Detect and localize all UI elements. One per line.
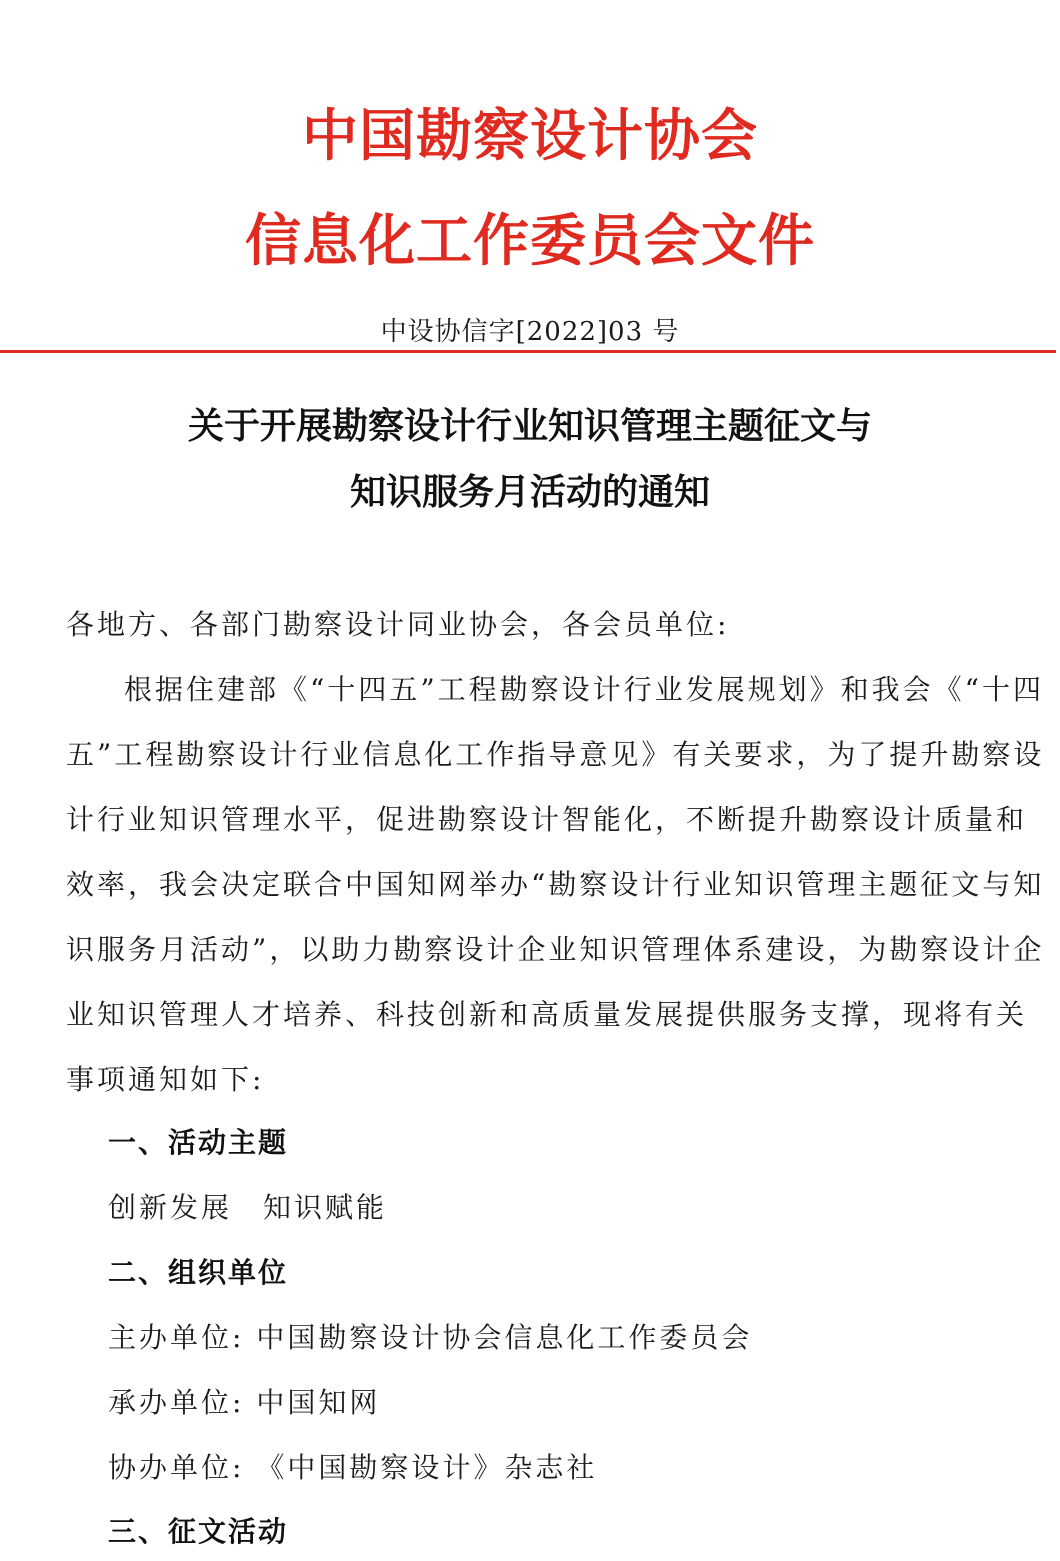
host-unit: 主办单位: 中国勘察设计协会信息化工作委员会 xyxy=(108,1321,753,1354)
paragraph-line: 五”工程勘察设计行业信息化工作指导意见》有关要求，为了提升勘察设 xyxy=(66,738,1045,771)
issuer-name: 中国勘察设计协会 xyxy=(302,104,758,169)
paragraph-line: 效率，我会决定联合中国知网举办“勘察设计行业知识管理主题征文与知 xyxy=(66,868,1045,901)
document-number: 中设协信字[2022]03 号 xyxy=(380,317,680,347)
paragraph-line: 根据住建部《“十四五”工程勘察设计行业发展规划》和我会《“十四 xyxy=(124,673,1044,706)
section-heading-theme: 一、活动主题 xyxy=(108,1126,289,1159)
document-type-heading: 信息化工作委员会文件 xyxy=(245,209,815,274)
red-divider xyxy=(0,350,1056,353)
salutation: 各地方、各部门勘察设计同业协会，各会员单位: xyxy=(66,608,730,641)
notice-title-line-2: 知识服务月活动的通知 xyxy=(349,472,710,513)
paragraph-line: 业知识管理人才培养、科技创新和高质量发展提供服务支撑，现将有关 xyxy=(66,998,1028,1031)
theme-text: 创新发展 知识赋能 xyxy=(108,1191,388,1224)
notice-title-line-1: 关于开展勘察设计行业知识管理主题征文与 xyxy=(187,406,872,447)
paragraph-line: 计行业知识管理水平，促进勘察设计智能化，不断提升勘察设计质量和 xyxy=(66,803,1028,836)
organizer-unit: 承办单位: 中国知网 xyxy=(108,1386,381,1419)
section-heading-organizers: 二、组织单位 xyxy=(108,1256,289,1289)
paragraph-line: 识服务月活动”，以助力勘察设计企业知识管理体系建设，为勘察设计企 xyxy=(66,933,1045,966)
section-heading-essay: 三、征文活动 xyxy=(108,1515,289,1548)
co-organizer-unit: 协办单位: 《中国勘察设计》杂志社 xyxy=(108,1451,598,1484)
paragraph-line: 事项通知如下: xyxy=(66,1063,265,1096)
